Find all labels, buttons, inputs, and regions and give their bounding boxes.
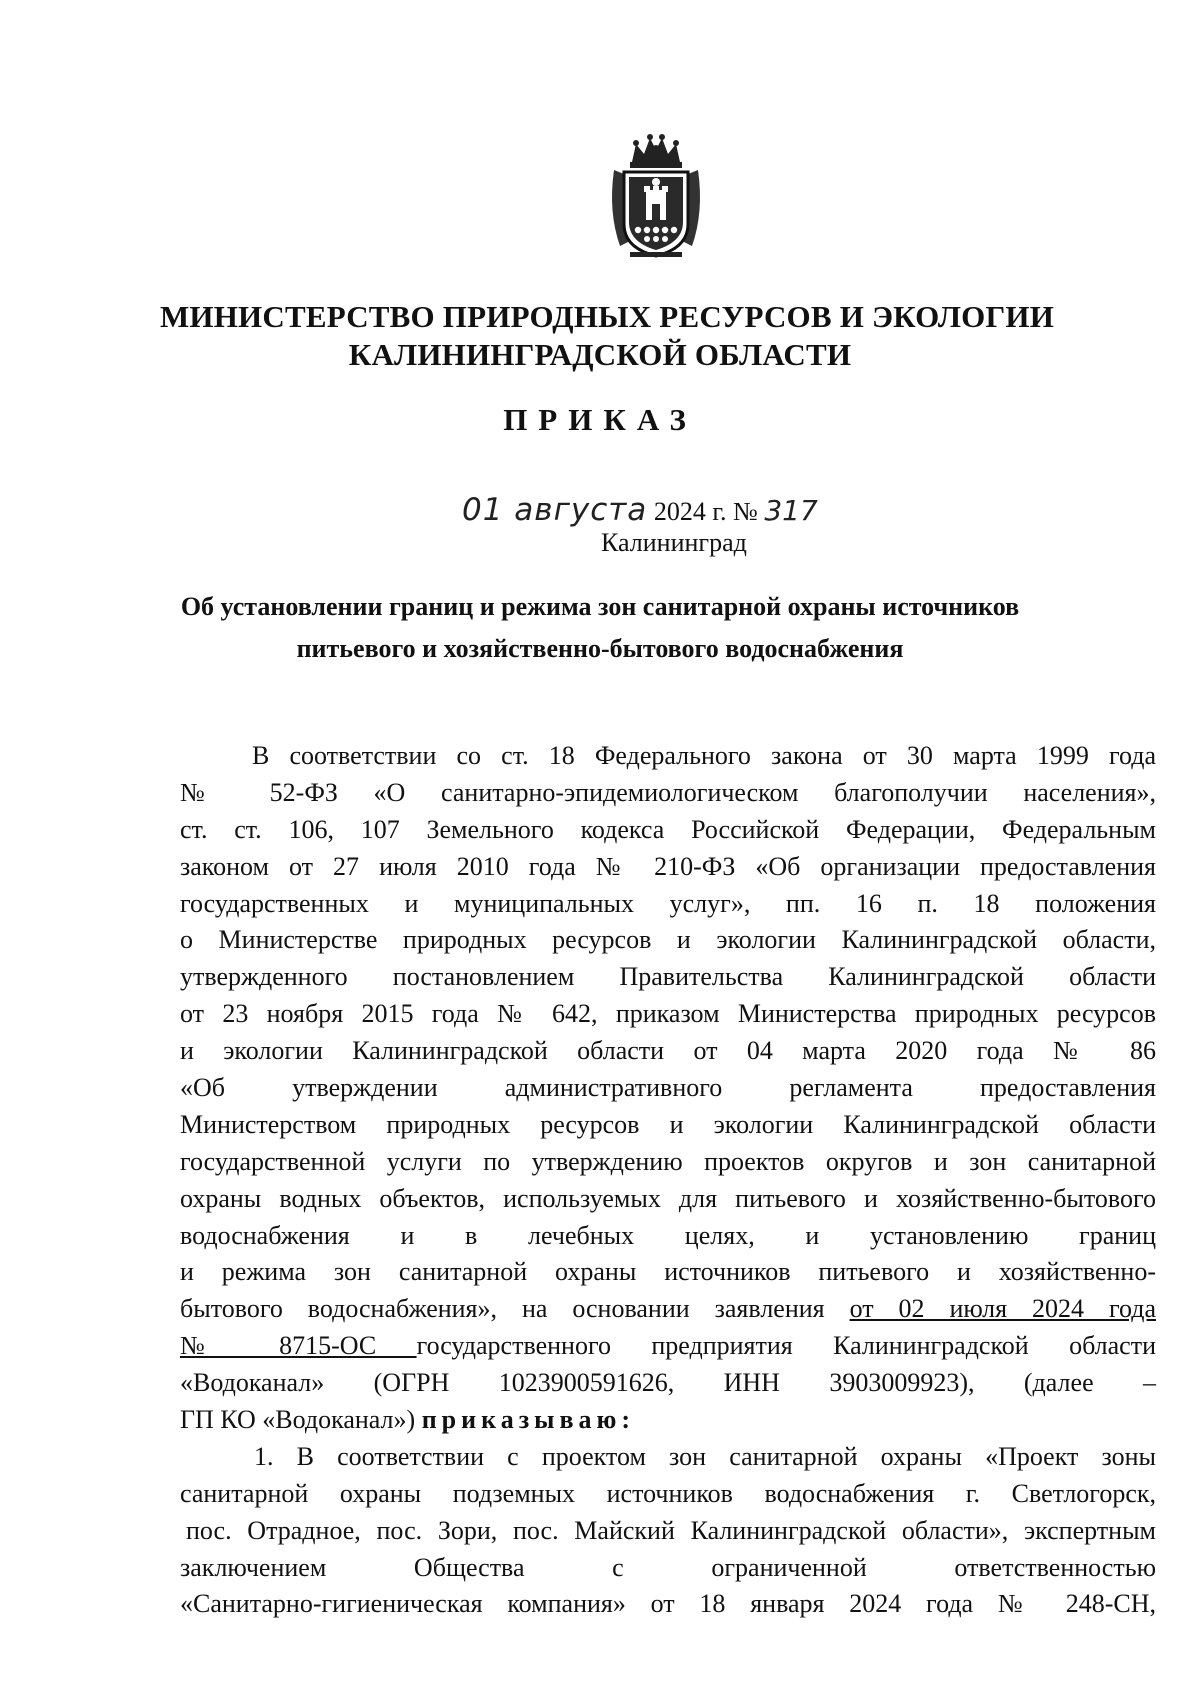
body-line: охраны водных объектов, используемых для питьевого и хозяйственно-бытового — [180, 1183, 1156, 1213]
subject-line2: питьевого и хозяйственно-бытового водоснабжения — [296, 634, 904, 663]
body-line-text: ГП КО «Водоканал») — [180, 1405, 422, 1435]
body-line: В соответствии со ст. 18 Федерального закона от 30 марта 1999 года — [252, 741, 1156, 770]
order-word: приказываю: — [421, 1405, 636, 1435]
body-line: «Водоканал» (ОГРН 1023900591626, ИНН 3903009923), (далее – — [180, 1368, 1156, 1398]
item-line: «Санитарно-гигиеническая компания» от 18 января 2024 года № 248-СН, — [180, 1589, 1156, 1619]
subject-line1: Об установлении границ и режима зон санитарной охраны источников — [180, 592, 1020, 621]
handwritten-date: 01 августа — [462, 492, 648, 528]
application-date: от 02 июля 2024 года — [849, 1294, 1156, 1324]
body-line: государственных и муниципальных услуг», пп. 16 п. 18 положения — [180, 888, 1156, 918]
document-type-title: ПРИКАЗ — [503, 402, 697, 437]
body-line: водоснабжения и в лечебных целях, и установлению границ — [180, 1220, 1156, 1250]
body-line: ст. ст. 106, 107 Земельного кодекса Российской Федерации, Федеральным — [180, 814, 1156, 844]
body-line: «Об утверждении административного регламента предоставления — [180, 1073, 1156, 1103]
body-line-text: государственного предприятия Калининградской области — [416, 1331, 1156, 1361]
body-line-order — [180, 1402, 1156, 1439]
body-line: № 52-ФЗ «О санитарно-эпидемиологическом благополучии населения», — [180, 777, 1156, 807]
body-line: утвержденного постановлением Правительства Калининградской области — [180, 962, 1156, 992]
ministry-name-line1: МИНИСТЕРСТВО ПРИРОДНЫХ РЕСУРСОВ И ЭКОЛОГИИ — [159, 299, 1055, 334]
body-line: и экологии Калининградской области от 04 марта 2020 года № 86 — [180, 1036, 1156, 1066]
item-line: санитарной охраны подземных источников водоснабжения г. Светлогорск, — [180, 1478, 1156, 1508]
ministry-name-line2: КАЛИНИНГРАДСКОЙ ОБЛАСТИ — [348, 337, 852, 372]
date-number-line — [462, 492, 818, 528]
body-line: государственной услуги по утверждению проектов округов и зон санитарной — [180, 1146, 1156, 1176]
body-text — [180, 738, 1156, 1623]
coat-of-arms-icon — [606, 132, 706, 260]
body-line-text: бытового водоснабжения», на основании заявления — [180, 1294, 850, 1324]
body-line-enterprise — [180, 1328, 1156, 1365]
body-line: о Министерстве природных ресурсов и экологии Калининградской области, — [180, 925, 1156, 955]
body-line: и режима зон санитарной охраны источников питьевого и хозяйственно- — [180, 1257, 1156, 1287]
item-line: пос. Отрадное, пос. Зори, пос. Майский Калининградской области», экспертным — [186, 1515, 1156, 1545]
city-name: Калининград — [601, 528, 747, 557]
application-number: № 8715-ОС — [180, 1331, 417, 1361]
handwritten-number: 317 — [764, 494, 818, 527]
body-line: законом от 27 июля 2010 года № 210-ФЗ «Об организации предоставления — [180, 851, 1156, 881]
body-line-application — [180, 1291, 1156, 1328]
item-line: заключением Общества с ограниченной ответственностью — [180, 1552, 1156, 1582]
body-line: от 23 ноября 2015 года № 642, приказом Министерства природных ресурсов — [180, 999, 1156, 1029]
body-line: Министерством природных ресурсов и экологии Калининградской области — [180, 1109, 1156, 1139]
year-text: 2024 г. № — [653, 497, 758, 526]
item-line: 1. В соответствии с проектом зон санитарной охраны «Проект зоны — [254, 1441, 1156, 1471]
